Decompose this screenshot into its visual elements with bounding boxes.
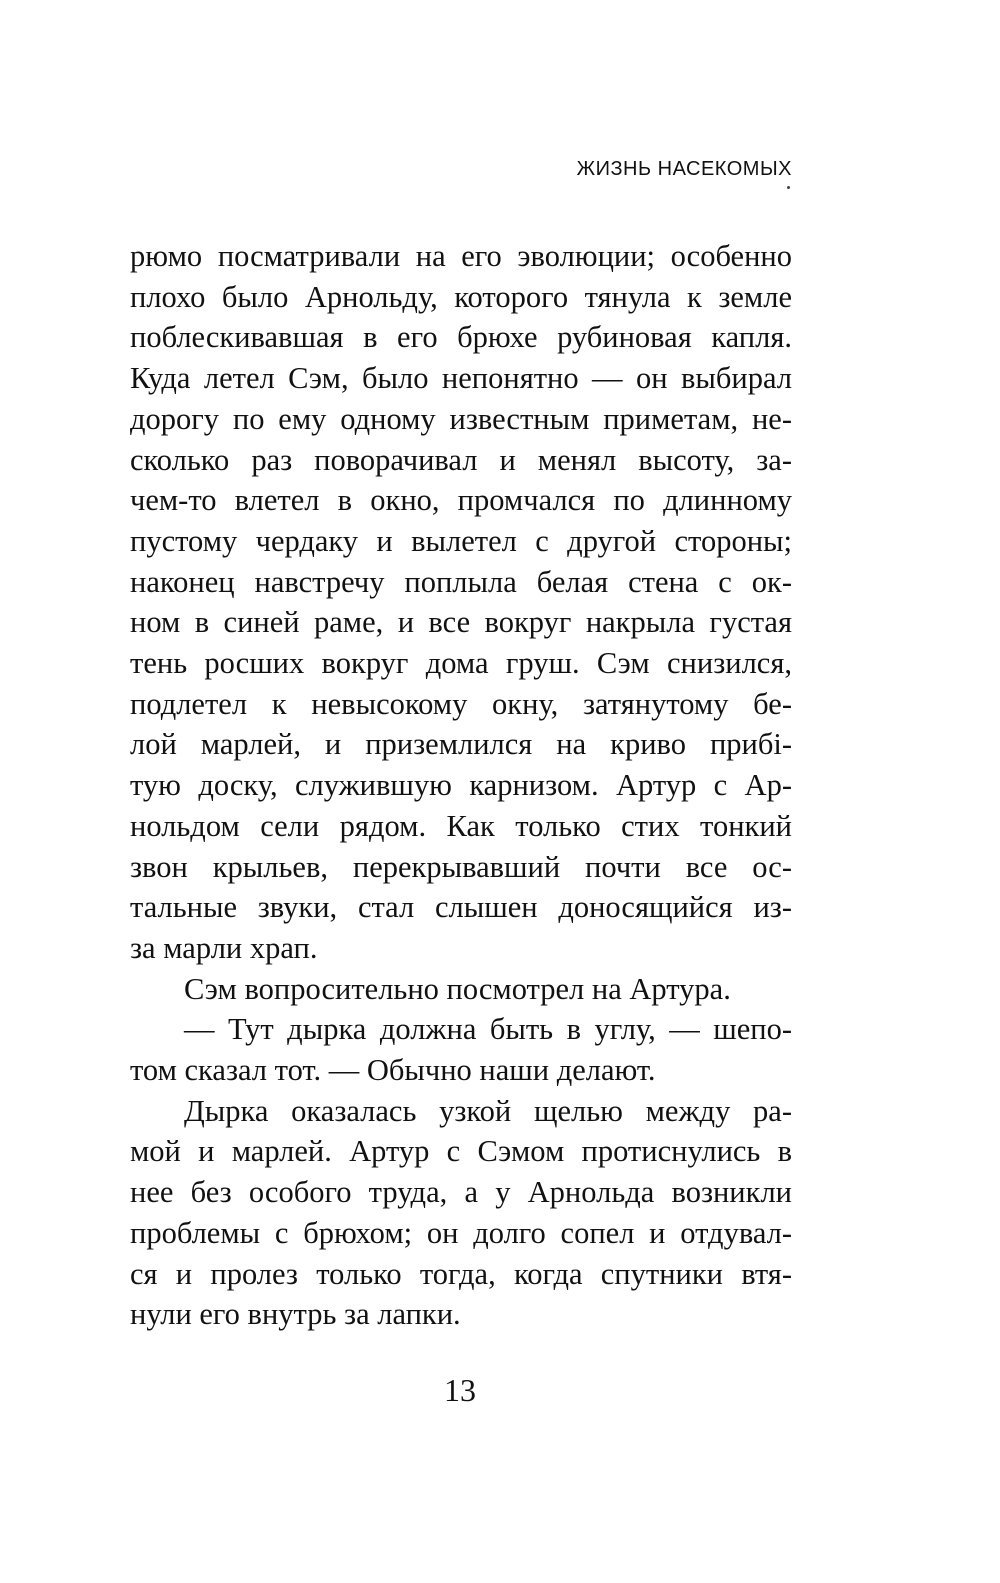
text-line: том сказал тот. — Обычно наши делают. [130,1053,656,1088]
text-line: проблемы с брюхом; он долго сопел и отдувал- [130,1215,792,1250]
text-line: рюмо посматривали на его эволюции; особенно [130,239,792,273]
running-head: ЖИЗНЬ НАСЕКОМЫХ [576,158,792,180]
text-line: плохо было Арнольду, которого тянула к земле [130,279,792,314]
text-line: — Тут дырка должна быть в углу, — шепо- [184,1012,792,1047]
text-line: сколько раз поворачивал и менял высоту, за- [130,442,792,477]
text-line: нее без особого труда, а у Арнольда возникли [130,1175,792,1210]
text-line: наконец навстречу поплыла белая стена с ок- [130,564,792,599]
text-line: чем-то влетел в окно, промчался по длинному [130,483,792,518]
text-line: пустому чердаку и вылетел с другой стороны; [130,523,792,558]
paragraph-2 [130,969,792,1010]
text-line: Сэм вопросительно посмотрел на Артура. [184,971,731,1006]
text-line: дорогу по ему одному известным приметам, не- [130,401,792,436]
header-dot-mark [787,186,790,189]
body-text [130,236,792,1335]
text-line: нули его внутрь за лапки. [130,1297,461,1332]
text-line: Куда летел Сэм, было непонятно — он выбирал [130,361,792,396]
text-line: ся и пролез только тогда, когда спутники втя- [130,1256,792,1291]
text-line: поблескивавшая в его брюхе рубиновая капля. [130,320,792,355]
text-line: тую доску, служившую карнизом. Артур с Ар- [130,768,792,803]
text-line: Дырка оказалась узкой щелью между ра- [184,1093,792,1128]
text-line: за марли храп. [130,930,318,965]
paragraph-3 [130,1009,792,1090]
text-line: тальные звуки, стал слышен доносящийся из- [130,890,792,925]
text-line: звон крыльев, перекрывавший почти все ос- [130,849,792,884]
text-line: подлетел к невысокому окну, затянутому бе- [130,686,792,721]
text-line: тень росших вокруг дома груш. Сэм снизился, [130,646,792,681]
paragraph-1 [130,236,792,969]
page-number: 13 [444,1372,476,1408]
text-line: нольдом сели рядом. Как только стих тонкий [130,808,792,843]
text-line: мой и марлей. Артур с Сэмом протиснулись в [130,1134,792,1169]
paragraph-4 [130,1091,792,1335]
text-line: ном в синей раме, и все вокруг накрыла густая [130,605,792,640]
text-line: лой марлей, и приземлился на криво прибі- [130,727,792,762]
